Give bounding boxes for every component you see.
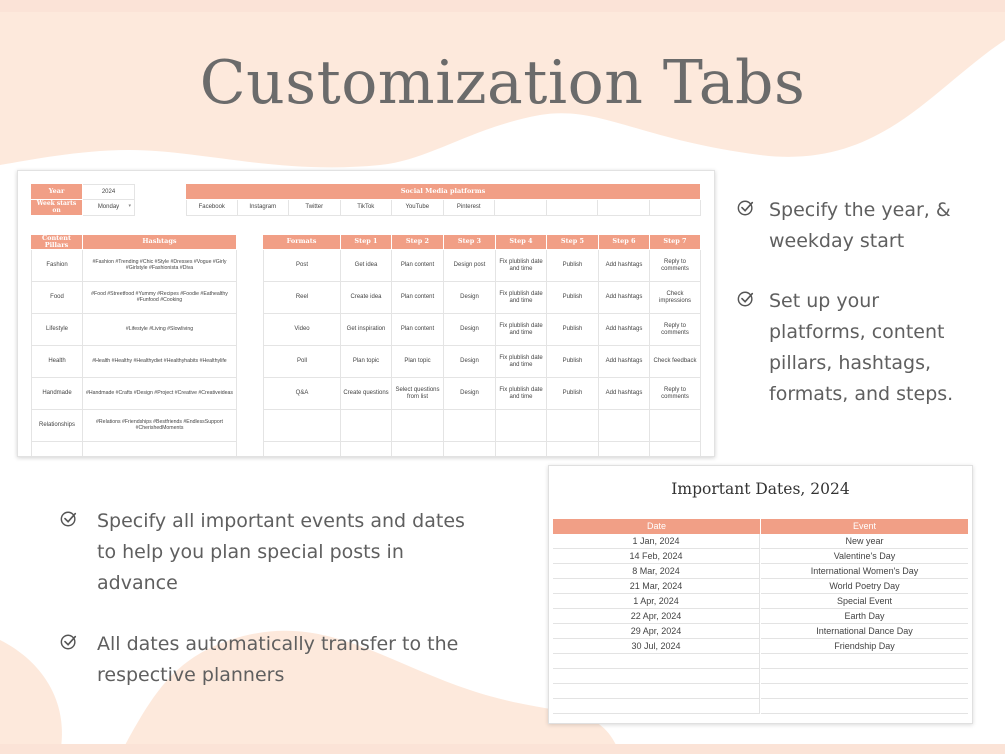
event-column-header: Event [761,519,968,534]
event-cell[interactable]: World Poetry Day [761,579,968,594]
event-cell[interactable]: Valentine's Day [761,549,968,564]
event-cell[interactable]: Friendship Day [761,639,968,654]
week-start-label: Week starts on [31,200,83,216]
pillar-name-cell[interactable]: Lifestyle [31,314,83,346]
step-cell[interactable]: Fix plublish date and time [496,282,547,314]
week-start-value: Monday [97,204,120,211]
date-cell[interactable]: 1 Apr, 2024 [553,594,760,609]
step-cell[interactable]: Publish [547,250,599,282]
date-column-header: Date [553,519,760,534]
empty-cell[interactable] [599,442,650,457]
pillar-name-cell[interactable]: Relationships [31,410,83,442]
bullet-text: Specify the year, & weekday start [769,199,951,252]
formats-header-cell: Formats [263,235,341,250]
event-cell[interactable]: Special Event [761,594,968,609]
bottom-decor-strip [0,744,1005,754]
event-cell[interactable] [761,669,968,684]
step-cell[interactable]: Reply to comments [650,378,701,410]
step-cell[interactable]: Get idea [341,250,392,282]
year-label: Year [31,184,83,200]
formats-header-cell: Step 4 [496,235,547,250]
empty-cell[interactable] [83,442,237,457]
format-name-cell[interactable]: Q&A [263,378,341,410]
step-cell[interactable]: Reply to comments [650,314,701,346]
step-cell[interactable]: Design [444,378,496,410]
check-circle-icon [60,633,78,651]
important-dates-title: Important Dates, 2024 [671,480,850,498]
platform-cell[interactable]: TikTok [341,200,393,216]
check-circle-icon [737,290,755,308]
step-cell[interactable]: Add hashtags [599,314,650,346]
date-cell[interactable]: 8 Mar, 2024 [553,564,760,579]
step-cell[interactable]: Get inspiration [341,314,392,346]
step-cell[interactable]: Plan content [392,314,444,346]
empty-cell[interactable] [31,442,83,457]
step-cell[interactable]: Add hashtags [599,282,650,314]
check-circle-icon [737,199,755,217]
empty-cell[interactable] [263,410,341,442]
step-cell[interactable]: Add hashtags [599,250,650,282]
empty-cell[interactable] [341,410,392,442]
platform-cell[interactable]: Pinterest [444,200,496,216]
step-cell[interactable]: Check feedback [650,346,701,378]
event-cell[interactable] [761,684,968,699]
empty-cell[interactable] [392,410,444,442]
hashtags-header: Hashtags [83,235,237,250]
bullet-text: Set up your platforms, content pillars, hashtags, formats, and steps. [769,290,954,405]
date-cell[interactable]: 14 Feb, 2024 [553,549,760,564]
date-cell[interactable] [553,699,760,714]
formats-header-cell: Step 5 [547,235,599,250]
check-circle-icon [60,510,78,528]
platform-cell[interactable]: Facebook [186,200,238,216]
formats-header-cell: Step 1 [341,235,392,250]
empty-cell[interactable] [444,442,496,457]
empty-cell[interactable] [263,442,341,457]
important-dates-card [548,465,973,724]
pillar-hashtags-cell[interactable]: #Food #Streetfood #Yummy #Recipes #Foodie #Eathealthy #Funfood #Cooking [83,282,237,314]
empty-cell[interactable] [392,442,444,457]
empty-cell[interactable] [547,410,599,442]
bullet-text: All dates automatically transfer to the respective planners [97,633,459,686]
step-cell[interactable]: Design [444,314,496,346]
step-cell[interactable]: Select questions from list [392,378,444,410]
platform-cell[interactable] [598,200,650,216]
formats-header-cell: Step 6 [599,235,650,250]
pillars-header: Content Pillars [31,235,83,250]
event-cell[interactable]: New year [761,534,968,549]
formats-header-cell: Step 2 [392,235,444,250]
step-cell[interactable]: Design post [444,250,496,282]
empty-cell[interactable] [650,442,701,457]
event-cell[interactable] [761,654,968,669]
date-cell[interactable] [553,684,760,699]
platform-cell[interactable]: Instagram [238,200,290,216]
date-cell[interactable]: 30 Jul, 2024 [553,639,760,654]
step-cell[interactable]: Fix plublish date and time [496,346,547,378]
step-cell[interactable]: Publish [547,378,599,410]
empty-cell[interactable] [650,410,701,442]
formats-header-cell: Step 7 [650,235,701,250]
date-cell[interactable]: 1 Jan, 2024 [553,534,760,549]
empty-cell[interactable] [341,442,392,457]
week-start-select[interactable] [83,200,135,216]
step-cell[interactable]: Create idea [341,282,392,314]
step-cell[interactable]: Publish [547,314,599,346]
step-cell[interactable]: Fix plublish date and time [496,378,547,410]
bullet-text: Specify all important events and dates to help you plan special posts in advance [97,510,465,594]
formats-header-cell: Step 3 [444,235,496,250]
event-cell[interactable]: Earth Day [761,609,968,624]
step-cell[interactable]: Fix plublish date and time [496,250,547,282]
pillar-hashtags-cell[interactable]: #Handmade #Crafts #Design #Project #Creative #Creativeideas [83,378,237,410]
pillar-hashtags-cell[interactable]: #Fashion #Trending #Chic #Style #Dresses #Vogue #Girly #Girlstyle #Fashionista #Diva [83,250,237,282]
platforms-header: Social Media platforms [186,184,701,200]
format-name-cell[interactable]: Reel [263,282,341,314]
date-cell[interactable] [553,669,760,684]
pillar-hashtags-cell[interactable]: #Lifestyle #Living #Slowliving [83,314,237,346]
step-cell[interactable]: Design [444,282,496,314]
date-cell[interactable]: 29 Apr, 2024 [553,624,760,639]
empty-cell[interactable] [444,410,496,442]
platform-cell[interactable] [495,200,547,216]
step-cell[interactable]: Check impressions [650,282,701,314]
year-input[interactable]: 2024 [83,184,135,200]
pillar-name-cell[interactable]: Handmade [31,378,83,410]
platform-cell[interactable]: YouTube [392,200,444,216]
empty-cell[interactable] [599,410,650,442]
pillar-name-cell[interactable]: Food [31,282,83,314]
platform-cell[interactable]: Twitter [289,200,341,216]
step-cell[interactable]: Design [444,346,496,378]
format-name-cell[interactable]: Post [263,250,341,282]
event-cell[interactable]: International Women's Day [761,564,968,579]
step-cell[interactable]: Add hashtags [599,378,650,410]
step-cell[interactable]: Plan topic [341,346,392,378]
pillar-hashtags-cell[interactable]: #Health #Healthy #Healthydiet #Healthyhabits #Healthylife [83,346,237,378]
step-cell[interactable]: Plan content [392,250,444,282]
pillar-hashtags-cell[interactable]: #Relations #Friendships #Bestfriends #EndlessSupport #CherishedMoments [83,410,237,442]
step-cell[interactable]: Add hashtags [599,346,650,378]
empty-cell[interactable] [496,410,547,442]
pillar-name-cell[interactable]: Health [31,346,83,378]
step-cell[interactable]: Reply to comments [650,250,701,282]
platform-cell[interactable] [547,200,599,216]
platform-cell[interactable] [650,200,702,216]
format-name-cell[interactable]: Poll [263,346,341,378]
settings-sheet-preview [17,170,715,457]
event-cell[interactable] [761,699,968,714]
pillar-name-cell[interactable]: Fashion [31,250,83,282]
empty-cell[interactable] [496,442,547,457]
date-cell[interactable]: 22 Apr, 2024 [553,609,760,624]
step-cell[interactable]: Fix plublish date and time [496,314,547,346]
date-cell[interactable]: 21 Mar, 2024 [553,579,760,594]
step-cell[interactable]: Create questions [341,378,392,410]
step-cell[interactable]: Plan topic [392,346,444,378]
empty-cell[interactable] [547,442,599,457]
step-cell[interactable]: Plan content [392,282,444,314]
step-cell[interactable]: Publish [547,346,599,378]
dropdown-arrow-icon: ▾ [128,203,131,209]
date-cell[interactable] [553,654,760,669]
page-title: Customization Tabs [199,48,806,118]
event-cell[interactable]: International Dance Day [761,624,968,639]
step-cell[interactable]: Publish [547,282,599,314]
format-name-cell[interactable]: Video [263,314,341,346]
